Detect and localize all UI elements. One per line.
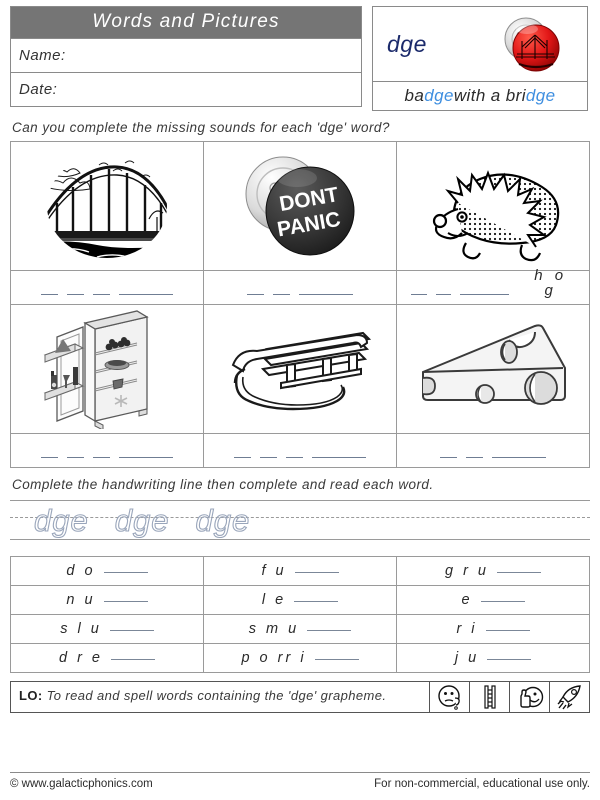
- sledge-picture-icon: [204, 305, 396, 433]
- word-prefix: p o rr i: [241, 650, 307, 666]
- red-badge-with-bridge-icon: [499, 13, 563, 77]
- table-row-pictures-2: [11, 305, 590, 434]
- thinking-face-icon[interactable]: [429, 682, 469, 712]
- word-blank[interactable]: [487, 659, 531, 660]
- page-title: Words and Pictures: [11, 7, 361, 39]
- phrase-highlight2: dge: [525, 86, 556, 105]
- picture-word-table: [10, 141, 590, 468]
- thumbs-up-face-icon[interactable]: [509, 682, 549, 712]
- blank-line-group[interactable]: [204, 271, 396, 304]
- word-prefix: e: [461, 592, 473, 608]
- date-label: Date:: [19, 81, 58, 98]
- blank-short[interactable]: [436, 294, 452, 295]
- word-blank[interactable]: [497, 572, 541, 573]
- given-letters: h o g: [534, 267, 568, 299]
- name-field-row[interactable]: [11, 39, 361, 73]
- table-row-pictures-1: [11, 142, 590, 271]
- answer-cell-badge[interactable]: [204, 271, 397, 305]
- blank-line-group[interactable]: [11, 434, 203, 467]
- footer-copyright: © www.galacticphonics.com: [10, 778, 153, 790]
- blank-line-group[interactable]: [11, 271, 203, 304]
- handwriting-practice-line[interactable]: [10, 498, 590, 550]
- blank-line-group[interactable]: [397, 434, 589, 467]
- picture-cell-hedgehog: [397, 142, 590, 271]
- word-blank[interactable]: [315, 659, 359, 660]
- picture-cell-badge: [204, 142, 397, 271]
- word-blank[interactable]: [294, 601, 338, 602]
- bridge-picture-icon: [11, 142, 203, 270]
- blank-short[interactable]: [93, 294, 110, 295]
- word-prefix: r i: [456, 621, 478, 637]
- answer-cell-fridge[interactable]: [11, 434, 204, 468]
- picture-cell-bridge: [11, 142, 204, 271]
- phrase-part1: ba: [404, 86, 425, 105]
- blank-short[interactable]: [67, 294, 84, 295]
- rocket-icon[interactable]: [549, 682, 589, 712]
- word-completion-table: [10, 556, 590, 673]
- lo-statement: To read and spell words containing the 'dge' grapheme.: [46, 688, 387, 703]
- trace-letters: dge: [195, 503, 251, 538]
- answer-cell-wedge[interactable]: [397, 434, 590, 468]
- word-prefix: d r e: [58, 650, 103, 666]
- wedge-of-cheese-picture-icon: [397, 305, 589, 433]
- word-blank[interactable]: [481, 601, 525, 602]
- hedgehog-picture-icon: [397, 142, 589, 270]
- table-row: [11, 615, 590, 644]
- table-row-answers-1: [11, 271, 590, 305]
- blank-short[interactable]: [286, 457, 303, 458]
- answer-cell-hedgehog[interactable]: [397, 267, 590, 305]
- word-blank[interactable]: [307, 630, 351, 631]
- ladder-icon[interactable]: [469, 682, 509, 712]
- trace-letters: dge: [34, 503, 89, 538]
- fridge-picture-icon: [11, 305, 203, 433]
- answer-cell-bridge[interactable]: [11, 271, 204, 305]
- trace-letters-group: [34, 499, 250, 543]
- blank-short[interactable]: [41, 294, 58, 295]
- picture-cell-fridge: [11, 305, 204, 434]
- self-assessment-icons: [429, 682, 589, 712]
- word-cell[interactable]: [204, 615, 397, 644]
- word-cell[interactable]: [204, 644, 397, 673]
- table-row: [11, 586, 590, 615]
- handwriting-task-instruction: Complete the handwriting line then complete and read each word.: [12, 477, 434, 492]
- footer-content: [10, 778, 590, 790]
- blank-long[interactable]: [312, 457, 366, 458]
- grapheme-block: [372, 6, 588, 111]
- word-cell[interactable]: [397, 615, 590, 644]
- word-cell[interactable]: [204, 557, 397, 586]
- word-cell[interactable]: [204, 586, 397, 615]
- trace-letters: dge: [114, 503, 170, 538]
- badge-button-dont-panic-picture-icon: [204, 142, 396, 270]
- title-block: [10, 6, 362, 107]
- blank-long[interactable]: [492, 457, 546, 458]
- phrase-highlight1: dge: [424, 86, 454, 105]
- header-row: [10, 6, 590, 111]
- blank-line-group[interactable]: [204, 434, 396, 467]
- blank-long[interactable]: [119, 457, 173, 458]
- footer-usage-note: For non-commercial, educational use only.: [374, 778, 590, 790]
- word-blank[interactable]: [486, 630, 530, 631]
- footer-divider: [10, 772, 590, 773]
- table-row: [11, 644, 590, 673]
- word-prefix: l e: [261, 592, 287, 608]
- grapheme-display: [373, 7, 587, 82]
- word-cell[interactable]: [397, 557, 590, 586]
- phrase-part2: with a bri: [453, 86, 526, 105]
- picture-cell-sledge: [204, 305, 397, 434]
- blank-short[interactable]: [440, 457, 457, 458]
- word-blank[interactable]: [104, 572, 148, 573]
- word-prefix: j u: [454, 650, 480, 666]
- word-blank[interactable]: [104, 601, 148, 602]
- blank-short[interactable]: [247, 294, 264, 295]
- blank-long[interactable]: [460, 294, 509, 295]
- answer-cell-sledge[interactable]: [204, 434, 397, 468]
- picture-task-instruction: Can you complete the missing sounds for each 'dge' word?: [12, 120, 390, 135]
- blank-long[interactable]: [299, 294, 353, 295]
- word-prefix: s m u: [248, 621, 300, 637]
- word-prefix: s l u: [60, 621, 102, 637]
- word-cell[interactable]: [11, 644, 204, 673]
- word-blank[interactable]: [111, 659, 155, 660]
- learning-objective-text: [11, 682, 429, 712]
- word-cell[interactable]: [11, 615, 204, 644]
- blank-short[interactable]: [41, 457, 58, 458]
- svg-text:DONT: DONT: [277, 183, 341, 217]
- word-blank[interactable]: [110, 630, 154, 631]
- word-cell[interactable]: [11, 586, 204, 615]
- blank-short[interactable]: [67, 457, 84, 458]
- date-field-row[interactable]: [11, 73, 361, 106]
- word-prefix: n u: [66, 592, 96, 608]
- name-label: Name:: [19, 47, 66, 64]
- lo-label: LO:: [19, 688, 43, 703]
- blank-short[interactable]: [260, 457, 277, 458]
- learning-objective-box: [10, 681, 590, 713]
- grapheme-text: dge: [387, 30, 427, 57]
- table-row: [11, 557, 590, 586]
- blank-line-group[interactable]: [397, 267, 589, 304]
- svg-text:PANIC: PANIC: [275, 207, 343, 242]
- table-row-answers-2: [11, 434, 590, 468]
- blank-long[interactable]: [119, 294, 173, 295]
- blank-short[interactable]: [411, 294, 427, 295]
- blank-short[interactable]: [234, 457, 251, 458]
- word-cell[interactable]: [397, 586, 590, 615]
- picture-cell-wedge: [397, 305, 590, 434]
- word-prefix: g r u: [444, 563, 489, 579]
- word-prefix: f u: [261, 563, 287, 579]
- page-footer: [10, 772, 590, 790]
- word-cell[interactable]: [11, 557, 204, 586]
- word-blank[interactable]: [295, 572, 339, 573]
- word-cell[interactable]: [397, 644, 590, 673]
- blank-short[interactable]: [93, 457, 110, 458]
- blank-short[interactable]: [466, 457, 483, 458]
- blank-short[interactable]: [273, 294, 290, 295]
- word-prefix: d o: [66, 563, 96, 579]
- grapheme-phrase: [373, 82, 587, 110]
